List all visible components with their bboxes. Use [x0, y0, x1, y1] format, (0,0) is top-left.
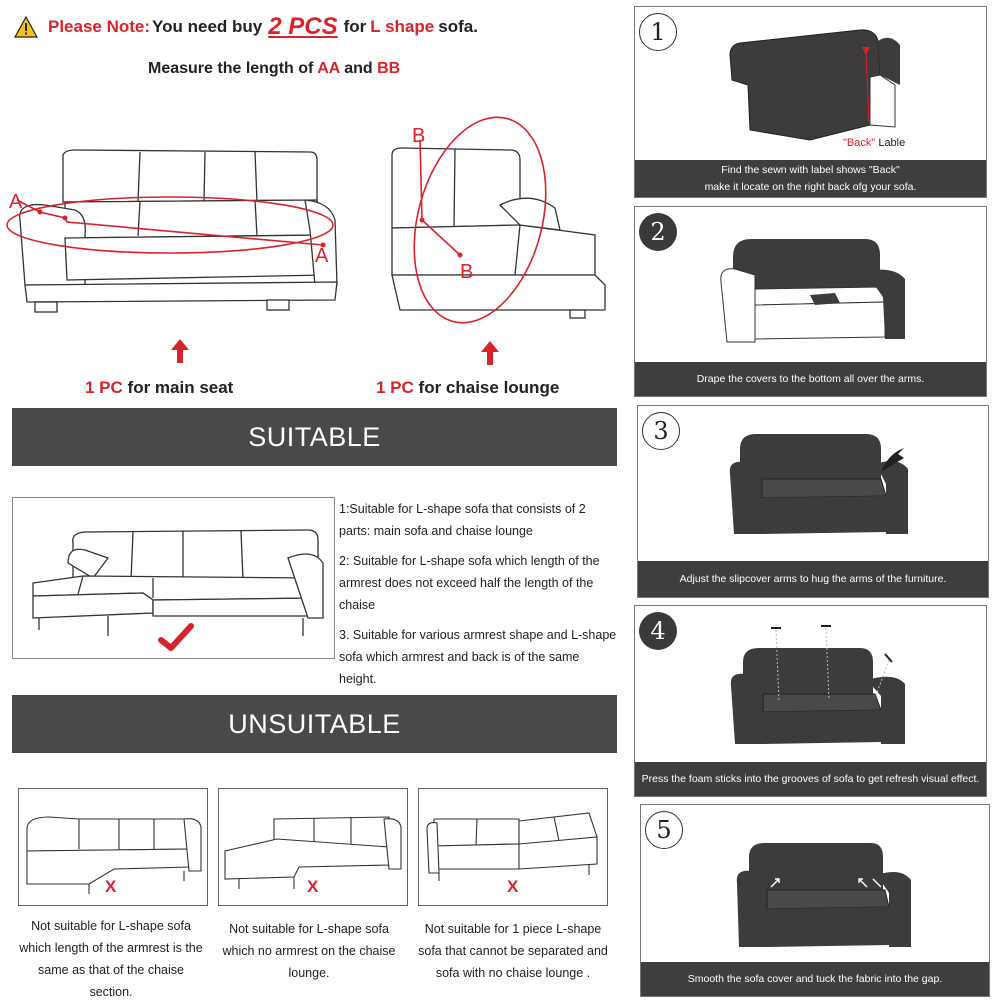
- unsuitable-caption-3: Not suitable for 1 piece L-shape sofa that cannot be separated and sofa with no chaise lounge .: [418, 922, 608, 980]
- step-number: 4: [639, 612, 677, 650]
- suitable-item: 1:Suitable for L-shape sofa that consists of 2 parts: main sofa and chaise lounge: [339, 502, 586, 538]
- step-1-illustration: [720, 15, 940, 155]
- step-caption: Smooth the sofa cover and tuck the fabric into the gap.: [641, 962, 989, 996]
- label-a-left: A: [9, 191, 23, 213]
- step-number: 3: [642, 412, 680, 450]
- suitable-list: [339, 498, 619, 698]
- step-number: 5: [645, 811, 683, 849]
- label-b-bottom: B: [460, 261, 474, 283]
- suitable-sofa-image: [12, 497, 335, 659]
- step-4-card: [634, 605, 987, 797]
- note-sofa: sofa.: [438, 17, 478, 36]
- step-1-card: [634, 6, 987, 198]
- step-number: 1: [639, 13, 677, 51]
- unsuitable-example-2: [218, 788, 408, 906]
- purchase-note: [14, 12, 624, 42]
- suitable-banner: SUITABLE: [12, 408, 617, 466]
- step-3-illustration: [726, 424, 916, 544]
- unsuitable-example-1: [18, 788, 208, 906]
- step-caption: Press the foam sticks into the grooves of sofa to get refresh visual effect.: [635, 762, 986, 796]
- main-seat-label: 1 PC for main seat: [85, 378, 234, 397]
- step-caption: Adjust the slipcover arms to hug the arms of the furniture.: [638, 561, 988, 597]
- note-quantity: 2 PCS: [268, 13, 338, 40]
- back-label-callout: "Back" Lable: [843, 137, 906, 149]
- step-5-illustration: [731, 835, 921, 960]
- unsuitable-example-3: [418, 788, 608, 906]
- step-2-illustration: [715, 227, 915, 357]
- step-3-card: [637, 405, 989, 598]
- arrow-up-icon: [170, 338, 190, 364]
- step-5-card: [640, 804, 990, 997]
- note-text: You need buy: [152, 17, 263, 36]
- main-sofa-diagram: [5, 110, 345, 340]
- label-a-right: A: [315, 245, 329, 267]
- check-icon: [161, 626, 191, 648]
- arrow-up-icon: [480, 340, 500, 366]
- unsuitable-caption-2: Not suitable for L-shape sofa which no armrest on the chaise lounge.: [222, 922, 396, 980]
- label-b-top: B: [412, 125, 426, 147]
- x-mark-icon: X: [105, 877, 117, 896]
- step-caption: Find the sewn with label shows "Back" make it locate on the right back ofg your sofa.: [635, 160, 986, 197]
- chaise-diagram: [380, 110, 620, 350]
- note-for: for: [343, 17, 367, 36]
- l-shape-sofa-illustration: [13, 498, 334, 658]
- x-mark-icon: X: [507, 877, 519, 896]
- chaise-lounge-label: 1 PC for chaise lounge: [376, 378, 560, 397]
- x-mark-icon: X: [307, 877, 319, 896]
- note-prefix: Please Note:: [48, 17, 151, 36]
- step-4-illustration: [725, 624, 925, 754]
- suitable-item: 3. Suitable for various armrest shape and L-shape sofa which armrest and back is of the same height.: [339, 628, 617, 686]
- note-shape: L shape: [370, 17, 435, 36]
- unsuitable-banner: UNSUITABLE: [12, 695, 617, 753]
- step-2-card: [634, 206, 987, 397]
- step-caption: Drape the covers to the bottom all over the arms.: [635, 362, 986, 396]
- suitable-item: 2: Suitable for L-shape sofa which length of the armrest does not exceed half the length of the chaise: [339, 554, 600, 612]
- step-number: 2: [639, 213, 677, 251]
- measure-instruction: Measure the length of AA and BB: [148, 60, 401, 77]
- unsuitable-caption-1: Not suitable for L-shape sofa which length of the armrest is the same as that of the chaise section.: [19, 919, 203, 999]
- warning-icon: [14, 16, 38, 38]
